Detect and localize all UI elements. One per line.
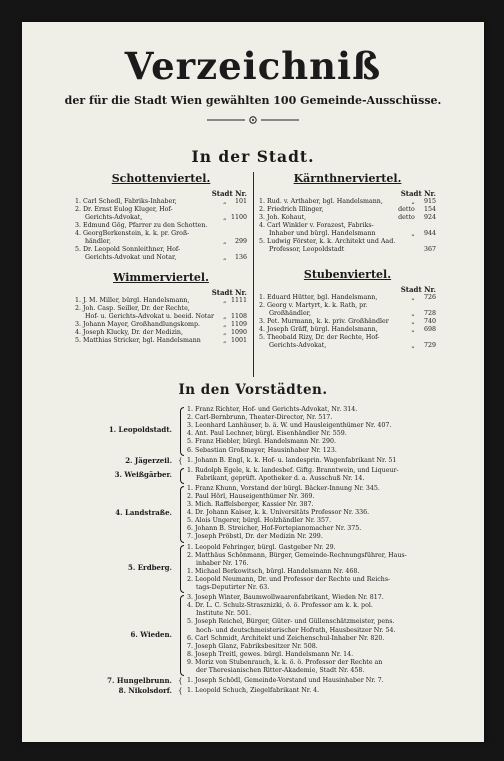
district-block <box>22 457 484 465</box>
list-item <box>259 206 436 214</box>
district-heading-schottenviertel: Schottenviertel. <box>111 172 211 185</box>
entry-text: 5. Theobald Rizy, Dr. der Rechte, Hof- <box>259 334 380 341</box>
list-item: 7. Joseph Pröbstl, Dr. der Medizin Nr. 299. <box>187 533 323 541</box>
list-item <box>259 302 436 310</box>
house-number: 1100 <box>230 214 247 221</box>
entry-text: Hof- u. Gerichts-Advokat u. beeid. Notar <box>85 313 215 320</box>
house-number: 1108 <box>230 313 247 320</box>
entry-text: 1. Eduard Hütter, bgl. Handelsmann, <box>259 294 378 301</box>
list-item <box>259 342 436 350</box>
entry-text: 4. Joseph Gräff, bürgl. Handelsmann, <box>259 326 378 333</box>
list-item: 5. Franz Hiebler, bürgl. Handelsmann Nr. 290. <box>187 438 336 446</box>
list-item <box>75 230 247 238</box>
document-subtitle: der für die Stadt Wien gewählten 100 Gemeinde-Ausschüsse. <box>64 94 442 107</box>
house-number: 944 <box>423 230 436 237</box>
house-number: 698 <box>423 326 436 333</box>
list-item <box>75 337 247 345</box>
entry-text: 4. Carl Winkler v. Forazest, Fabriks- <box>259 222 374 229</box>
district-label: 3. Weißgärber. <box>114 469 172 479</box>
list-item: 2. Leopold Neumann, Dr. und Professor der Rechte und Reichs- <box>187 575 391 583</box>
house-number: 154 <box>423 206 436 213</box>
entry-text: 3. Pet. Murmann, k. k. priv. Großhändler <box>259 318 389 325</box>
schottenviertel-list <box>75 198 247 262</box>
list-item: 2. Paul Hörl, Hauseigenthümer Nr. 369. <box>187 492 315 500</box>
entry-text: Inhaber und bürgl. Handelsmann <box>269 230 376 237</box>
house-number: 101 <box>234 198 247 205</box>
list-item: 3. Joseph Winter, Baumwollwaarenfabrikant, Wieden Nr. 817. <box>187 594 384 602</box>
house-number: 740 <box>423 318 436 325</box>
list-item <box>75 329 247 337</box>
ditto-mark: „ <box>223 214 227 221</box>
entry-text: 1. J. M. Miller, bürgl. Handelsmann, <box>75 297 190 304</box>
list-item <box>75 198 247 206</box>
district-block <box>22 406 484 455</box>
district-heading-wimmerviertel: Wimmerviertel. <box>113 271 209 284</box>
entry-text: 4. GeorgBerkenstein, k. k. pr. Groß- <box>75 230 190 237</box>
stadt-nr-label: Stadt Nr. <box>211 288 247 297</box>
list-item <box>75 313 247 321</box>
document-title: Verzeichniß <box>124 44 382 88</box>
district-block <box>22 594 484 675</box>
list-item: Fabrikant, geprüft. Apotheker d. a. Ausschuß Nr. 14. <box>196 474 365 482</box>
house-number: 299 <box>234 238 247 245</box>
stadt-nr-label: Stadt Nr. <box>400 285 436 294</box>
list-item: 5. Joseph Reichel, Bürger, Güter- und Güllenschätzmeister, pens. <box>187 618 395 626</box>
right-column <box>259 172 436 350</box>
ditto-mark: „ <box>411 310 415 317</box>
stadt-nr-label: Stadt Nr. <box>211 189 247 198</box>
list-item <box>259 230 436 238</box>
list-item: 1. Michael Berkowitsch, bürgl. Handelsmann Nr. 468. <box>187 567 360 575</box>
district-label: 4. Landstraße. <box>115 508 172 518</box>
list-item: 4. Dr. Johann Kaiser, k. k. Universitäts Professor Nr. 336. <box>187 509 370 517</box>
entry-text: 3. Edmund Gög, Pfarrer zu den Schotten. <box>75 222 208 229</box>
entry-text: 5. Matthias Stricker, bgl. Handelsmann <box>75 337 201 344</box>
house-number: 1090 <box>230 329 247 336</box>
district-label: 1. Leopoldstadt. <box>108 425 172 435</box>
kaerntnerviertel-list <box>259 198 436 254</box>
list-item <box>75 305 247 313</box>
entry-text: Gerichts-Advokat, <box>85 214 143 221</box>
list-item: 2. Carl-Bernbrunn, Theater-Director, Nr. 517. <box>187 414 333 422</box>
list-item: der Theresianischen Ritter-Akademie, Stadt Nr. 458. <box>196 667 365 675</box>
brace-mark: { <box>178 677 183 686</box>
entry-text: 2. Dr. Ernst Eulog Kluger, Hof- <box>75 206 173 213</box>
list-item <box>259 318 436 326</box>
entry-text: 5. Ludwig Förster, k. k. Architekt und Aad. <box>259 238 396 245</box>
ornament-divider <box>207 115 299 125</box>
list-item <box>259 222 436 230</box>
district-block <box>22 485 484 542</box>
district-heading-stubenviertel: Stubenviertel. <box>303 268 392 281</box>
list-item: 1. Franz Khunn, Vorstand der bürgl. Bäcker-Innung Nr. 345. <box>187 484 380 492</box>
column-divider <box>253 172 254 377</box>
list-item <box>259 238 436 246</box>
list-item <box>75 206 247 214</box>
house-number: 136 <box>234 254 247 261</box>
entry-text: 3. Johann Mayer, Großhandlungskomp. <box>75 321 200 328</box>
list-item <box>259 214 436 222</box>
list-item <box>259 246 436 254</box>
entry-text: 2. Friedrich Illinger, <box>259 206 324 213</box>
list-item: 1. Leopold Schuch, Ziegelfabrikant Nr. 4. <box>187 687 320 695</box>
house-number: 1111 <box>230 297 247 304</box>
list-item <box>259 294 436 302</box>
list-item: 2. Matthäus Schönmann, Bürger, Gemeinde-Rechnungsführer, Haus- <box>187 551 407 559</box>
list-item <box>75 222 247 230</box>
list-item: 4. Dr. L. C. Schulz-Strasznizki, ö. ö. Professor am k. k. pol. <box>187 602 373 610</box>
ditto-mark: „ <box>223 329 227 336</box>
entry-text: 4. Joseph Klucky, Dr. der Medizin, <box>75 329 183 336</box>
ditto-mark: „ <box>411 318 415 325</box>
list-item: 1. Joseph Schödl, Gemeinde-Vorstand und Hausinhaber Nr. 7. <box>187 677 384 685</box>
list-item <box>75 246 247 254</box>
stubenviertel-list <box>259 294 436 350</box>
ditto-mark: „ <box>223 297 227 304</box>
list-item: 5. Alois Ungerer, bürgl. Holzhändler Nr. 357. <box>187 517 332 525</box>
list-item: 1. Johann B. Engl, k. k. Hof- u. landesprin. Wagenfabrikant Nr. 51 <box>187 456 397 464</box>
list-item <box>75 254 247 262</box>
district-heading-kaerntnerviertel: Kärnthnerviertel. <box>293 172 402 185</box>
entry-text: 2. Joh. Casp. Seiller, Dr. der Rechte, <box>75 305 190 312</box>
list-item: 3. Leonhard Lanhäuser, b. ä. W. und Hausleigenthümer Nr. 407. <box>187 422 392 430</box>
district-block <box>22 544 484 593</box>
house-number: 1109 <box>230 321 247 328</box>
brace-mark <box>180 468 184 484</box>
list-item <box>259 310 436 318</box>
house-number: 726 <box>423 294 436 301</box>
ditto-mark: „ <box>411 294 415 301</box>
entry-text: 2. Georg v. Martyrt, k. k. Rath, pr. <box>259 302 368 309</box>
entry-text: Großhändler, <box>269 310 311 317</box>
brace-mark <box>180 595 184 676</box>
district-label: 2. Jägerzeil. <box>125 455 172 465</box>
district-label: 5. Erdberg. <box>127 562 172 572</box>
stadt-nr-label: Stadt Nr. <box>400 189 436 198</box>
district-label: 8. Nikolsdorf. <box>118 686 172 696</box>
ditto-mark: detto <box>398 214 415 221</box>
ditto-mark: „ <box>223 198 227 205</box>
district-label: 6. Wieden. <box>130 629 172 639</box>
entry-text: 5. Dr. Leopold Sonnleithner, Hof- <box>75 246 181 253</box>
brace-mark <box>180 486 184 543</box>
list-item: inhaber Nr. 176. <box>196 559 249 567</box>
list-item: 7. Joseph Glanz, Fabriksbesitzer Nr. 508. <box>187 642 318 650</box>
list-item <box>259 334 436 342</box>
brace-mark: { <box>178 687 183 696</box>
house-number: 915 <box>423 198 436 205</box>
list-item: 6. Sebastian Großmayer, Hausinhaber Nr. 123. <box>187 446 337 454</box>
list-item: 8. Joseph Treitl, gewes. bürgl. Handelsmann Nr. 14. <box>187 650 354 658</box>
district-block <box>22 467 484 483</box>
ditto-mark: „ <box>411 198 415 205</box>
ditto-mark: „ <box>411 342 415 349</box>
list-item <box>75 321 247 329</box>
left-column <box>75 172 247 345</box>
wimmerviertel-list <box>75 297 247 345</box>
list-item: 1. Rudolph Egele, k. k. landesbef. Giftg. Branntwein, und Liqueur- <box>187 466 399 474</box>
entry-text: Professor, Leopoldstadt <box>269 246 345 253</box>
ditto-mark: „ <box>223 337 227 344</box>
list-item: 1. Leopold Fehringer, bürgl. Gastgeber Nr. 29. <box>187 543 336 551</box>
entry-text: Gerichts-Advokat und Notar, <box>85 254 177 261</box>
ditto-mark: „ <box>411 230 415 237</box>
document-page <box>22 22 484 742</box>
list-item: tags-Deputirter Nr. 63. <box>196 584 270 592</box>
entry-text: 1. Carl Schedl, Fabriks-Inhaber, <box>75 198 177 205</box>
ditto-mark: „ <box>223 321 227 328</box>
ditto-mark: detto <box>398 206 415 213</box>
list-item: 6. Johann B. Streicher, Hof-Fortepianomacher Nr. 375. <box>187 525 362 533</box>
house-number: 1001 <box>230 337 247 344</box>
list-item <box>75 214 247 222</box>
entry-text: 3. Joh. Kohaut, <box>259 214 307 221</box>
entry-text: 1. Rud. v. Arthaber, bgl. Handelsmann, <box>259 198 383 205</box>
list-item: 6. Carl Schmidt, Architekt und Zeichenschul-Inhaber Nr. 820. <box>187 634 385 642</box>
list-item: 9. Moriz von Stubenrauch, k. k. ö. ö. Professor der Rechte an <box>187 658 383 666</box>
list-item: 1. Franz Richter, Hof- und Gerichts-Advokat, Nr. 314. <box>187 406 358 413</box>
house-number: 924 <box>423 214 436 221</box>
entry-text: händler, <box>85 238 111 245</box>
house-number: 729 <box>423 342 436 349</box>
list-item <box>259 198 436 206</box>
entry-text: Gerichts-Advokat, <box>269 342 327 349</box>
district-block <box>22 687 484 695</box>
list-item: 3. Mich. Raffelsberger, Kassier Nr. 387. <box>187 501 314 509</box>
district-block <box>22 677 484 685</box>
list-item: 4. Ant. Paul Lechner, bürgl. Eisenhändler Nr. 559. <box>187 430 347 438</box>
list-item: hoch- und deutschmeisterischer Hofrath, Hausbesitzer Nr. 54. <box>196 626 396 634</box>
brace-mark: { <box>178 456 183 465</box>
section-heading-stadt: In der Stadt. <box>191 147 315 166</box>
ditto-mark: „ <box>223 254 227 261</box>
district-label: 7. Hungelbrunn. <box>107 676 172 686</box>
list-item: Institute Nr. 501. <box>196 610 252 618</box>
brace-mark <box>180 545 184 594</box>
house-number: 367 <box>423 246 436 253</box>
list-item <box>75 238 247 246</box>
ditto-mark: „ <box>223 238 227 245</box>
list-item <box>259 326 436 334</box>
ditto-mark: „ <box>223 313 227 320</box>
ditto-mark: „ <box>411 326 415 333</box>
house-number: 728 <box>423 310 436 317</box>
section-heading-vorstaedte: In den Vorstädten. <box>178 382 328 398</box>
brace-mark <box>180 407 184 456</box>
list-item <box>75 297 247 305</box>
